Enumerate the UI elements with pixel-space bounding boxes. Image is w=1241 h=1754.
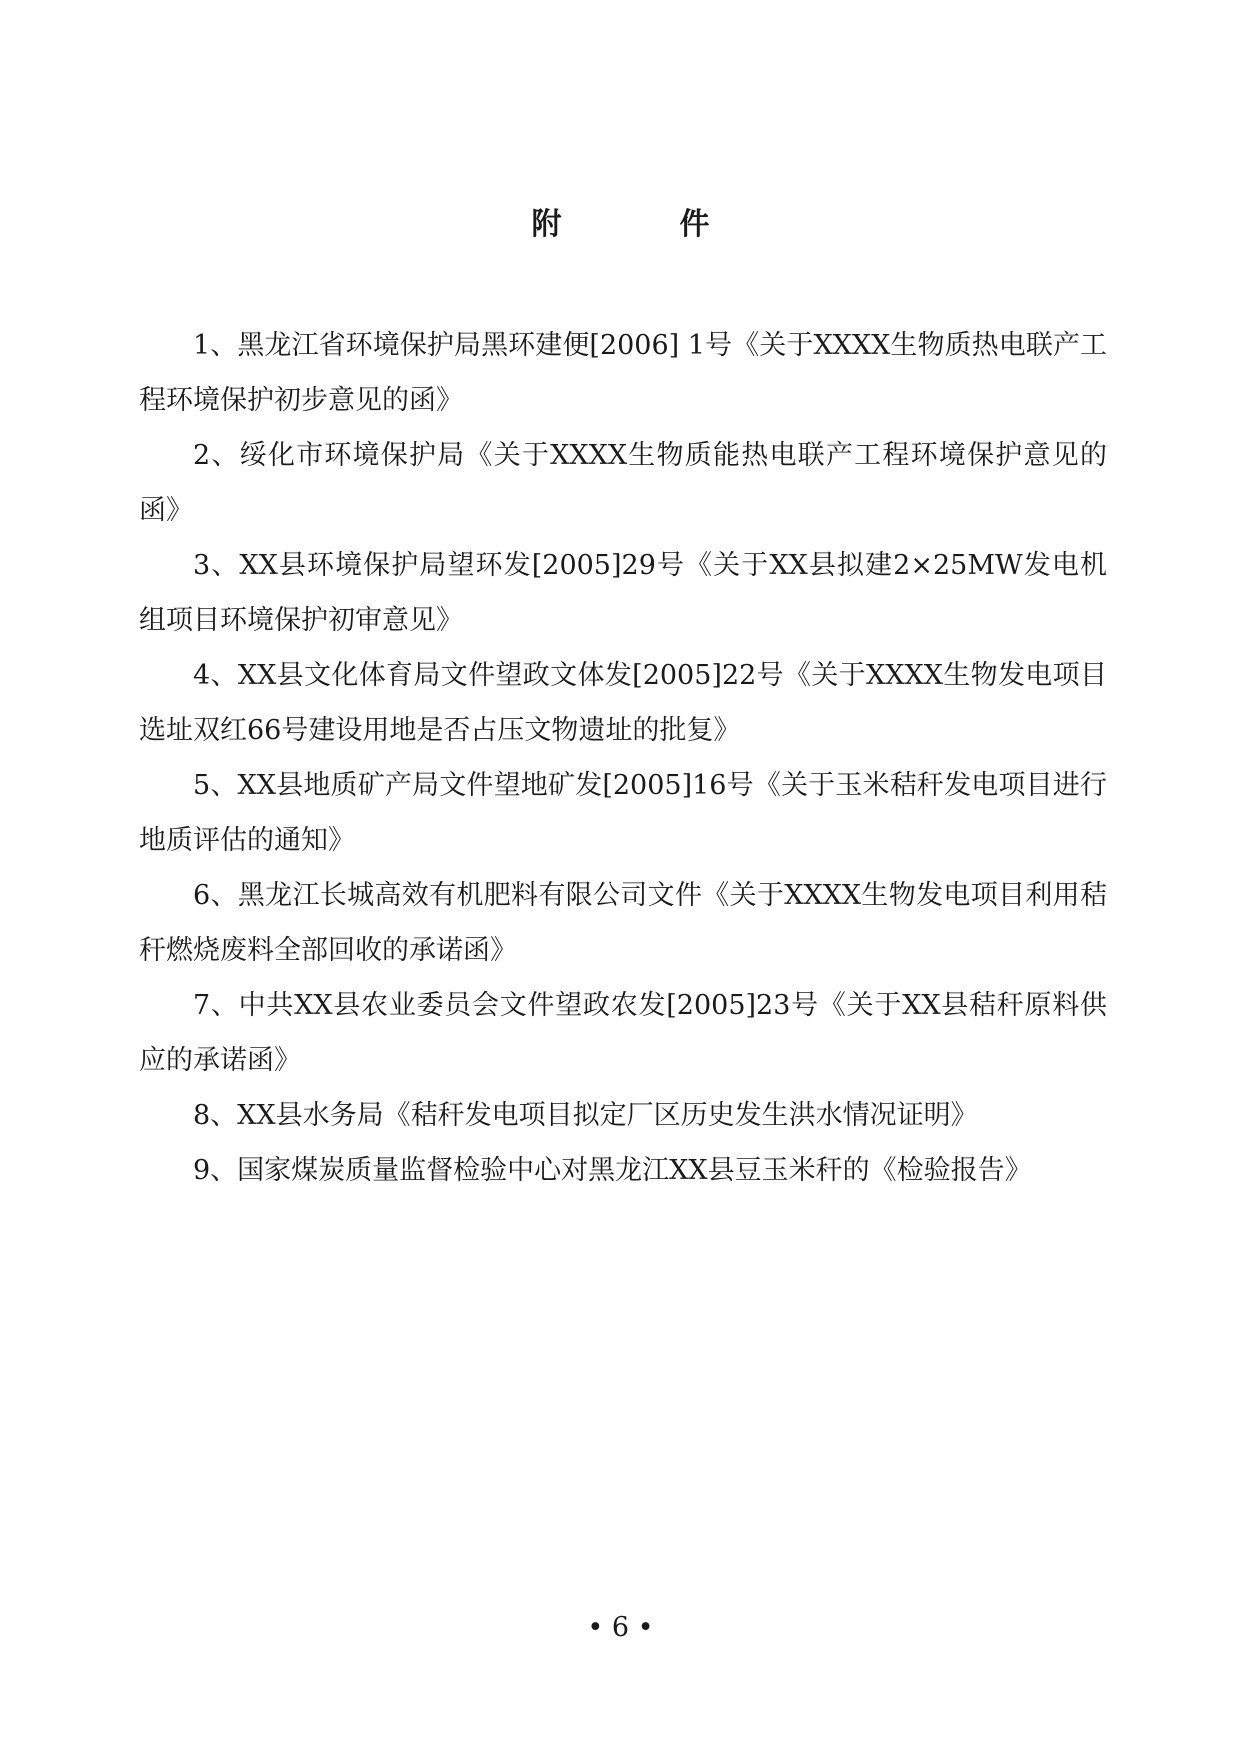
list-item: 3、XX县环境保护局望环发[2005]29号《关于XX县拟建2×25MW发电机组项目环境保护初审意见》 xyxy=(139,550,1107,636)
title-char-2: 件 xyxy=(679,207,710,242)
document-title xyxy=(0,205,1241,245)
list-item: 7、中共XX县农业委员会文件望政农发[2005]23号《关于XX县秸秆原料供应的承诺函》 xyxy=(139,990,1107,1076)
attachment-list xyxy=(139,318,1107,1198)
list-item: 6、黑龙江长城高效有机肥料有限公司文件《关于XXXX生物发电项目利用秸秆燃烧废料全部回收的承诺函》 xyxy=(139,880,1107,966)
title-char-1: 附 xyxy=(531,207,562,242)
list-item: 1、黑龙江省环境保护局黑环建便[2006] 1号《关于XXXX生物质热电联产工程环境保护初步意见的函》 xyxy=(139,330,1107,416)
list-item: 4、XX县文化体育局文件望政文体发[2005]22号《关于XXXX生物发电项目选址双红66号建设用地是否占压文物遗址的批复》 xyxy=(139,660,1107,746)
list-item: 2、绥化市环境保护局《关于XXXX生物质能热电联产工程环境保护意见的函》 xyxy=(139,440,1107,526)
page-number: • 6 • xyxy=(587,1612,654,1643)
list-item: 9、国家煤炭质量监督检验中心对黑龙江XX县豆玉米秆的《检验报告》 xyxy=(193,1155,1032,1186)
list-item: 5、XX县地质矿产局文件望地矿发[2005]16号《关于玉米秸秆发电项目进行地质评估的通知》 xyxy=(139,770,1107,856)
list-item: 8、XX县水务局《秸秆发电项目拟定厂区历史发生洪水情况证明》 xyxy=(193,1100,978,1131)
